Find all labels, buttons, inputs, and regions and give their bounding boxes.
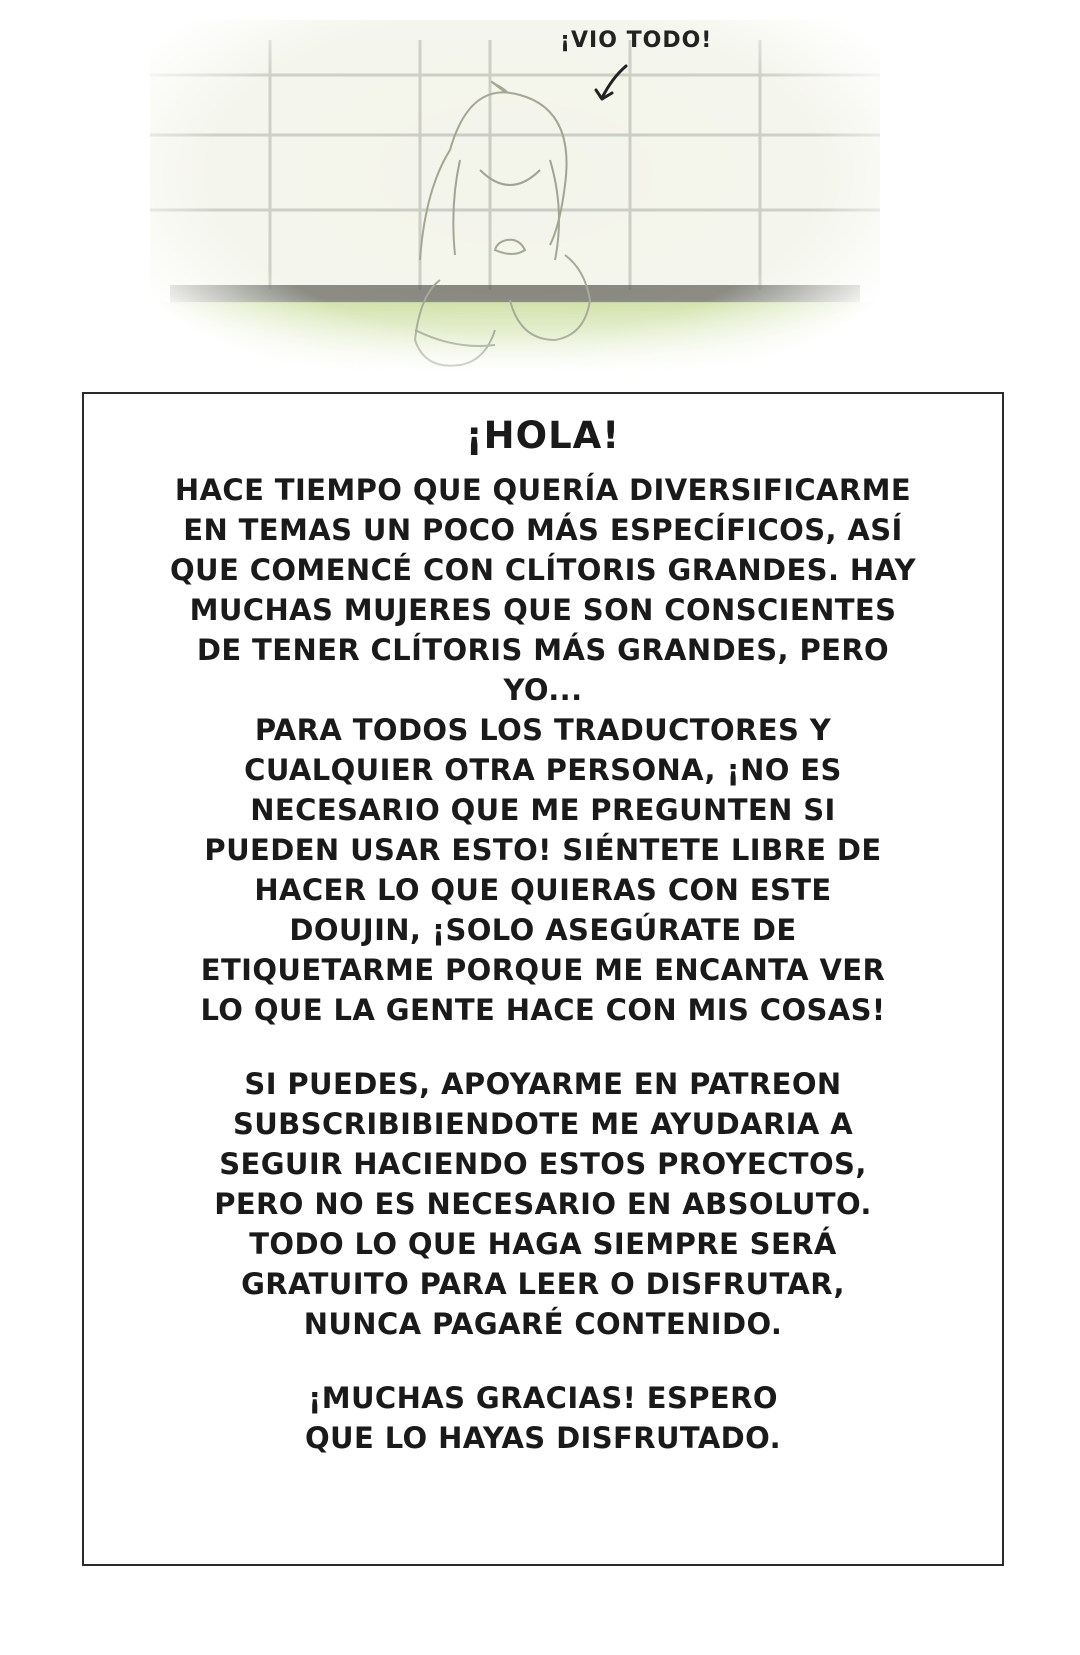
tub-rail (170, 285, 860, 303)
text-line: CUALQUIER OTRA PERSONA, ¡NO ES (244, 753, 842, 787)
text-line: PERO NO ES NECESARIO EN ABSOLUTO. (214, 1187, 872, 1221)
text-line: YO... (503, 673, 583, 707)
text-line: EN TEMAS UN POCO MÁS ESPECÍFICOS, ASÍ (183, 513, 903, 547)
paragraph-translators (112, 710, 974, 1030)
note-title: ¡HOLA! (465, 414, 621, 457)
author-note-box (82, 392, 1004, 1566)
note-body (112, 470, 974, 1458)
text-line: SUBSCRIBIBIENDOTE ME AYUDARIA A (232, 1107, 854, 1141)
text-line: MUCHAS MUJERES QUE SON CONSCIENTES (189, 593, 897, 627)
text-line: QUE COMENCÉ CON CLÍTORIS GRANDES. HAY (169, 553, 917, 587)
text-line: DOUJIN, ¡SOLO ASEGÚRATE DE (289, 913, 797, 947)
paragraph-patreon (112, 1064, 974, 1344)
text-line: PUEDEN USAR ESTO! SIÉNTETE LIBRE DE (204, 833, 882, 867)
callout-label: ¡VIO TODO! (560, 28, 713, 53)
text-line: QUE LO HAYAS DISFRUTADO. (304, 1421, 781, 1455)
arrow-icon (592, 62, 632, 104)
text-line: HACE TIEMPO QUE QUERÍA DIVERSIFICARME (174, 473, 912, 507)
paragraph-intro (112, 470, 974, 710)
bath-illustration (150, 0, 880, 385)
bath-scene (150, 20, 880, 372)
text-line: TODO LO QUE HAGA SIEMPRE SERÁ (249, 1227, 837, 1261)
text-line: HACER LO QUE QUIERAS CON ESTE (254, 873, 832, 907)
spacer (112, 1030, 974, 1064)
text-line: NUNCA PAGARÉ CONTENIDO. (303, 1307, 783, 1341)
text-line: SEGUIR HACIENDO ESTOS PROYECTOS, (219, 1147, 867, 1181)
text-line: NECESARIO QUE ME PREGUNTEN SI (250, 793, 836, 827)
text-line: GRATUITO PARA LEER O DISFRUTAR, (241, 1267, 845, 1301)
text-line: LO QUE LA GENTE HACE CON MIS COSAS! (200, 993, 886, 1027)
paragraph-thanks (112, 1378, 974, 1458)
text-line: ETIQUETARME PORQUE ME ENCANTA VER (200, 953, 886, 987)
spacer (112, 1344, 974, 1378)
text-line: SI PUEDES, APOYARME EN PATREON (244, 1067, 842, 1101)
text-line: ¡MUCHAS GRACIAS! ESPERO (308, 1381, 778, 1415)
tile-wall (150, 20, 880, 300)
text-line: PARA TODOS LOS TRADUCTORES Y (254, 713, 832, 747)
text-line: DE TENER CLÍTORIS MÁS GRANDES, PERO (196, 633, 890, 667)
